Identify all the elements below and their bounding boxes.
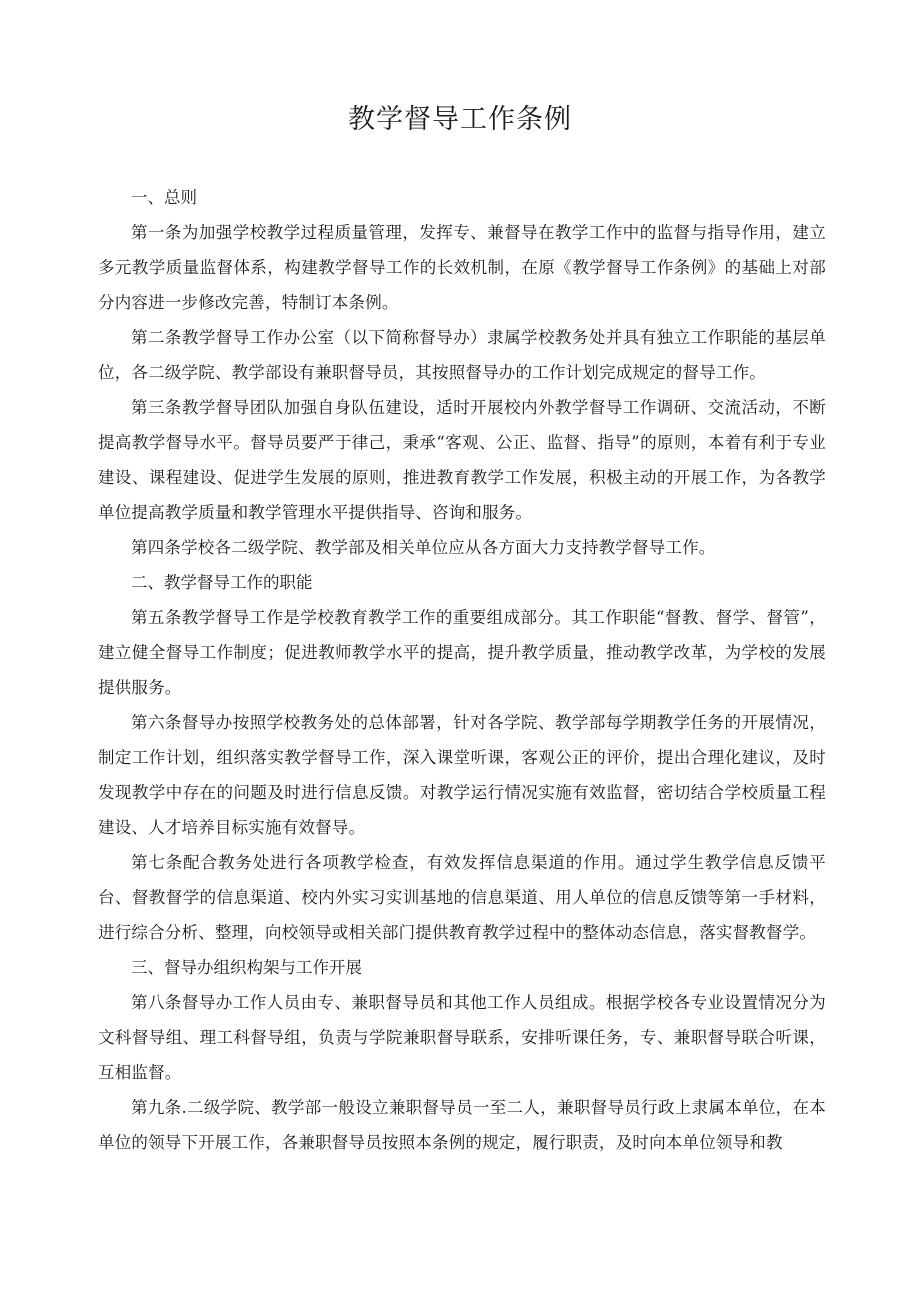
document-body <box>98 180 826 1160</box>
article-9: 第九条.二级学院、教学部一般设立兼职督导员一至二人，兼职督导员行政上隶属本单位，在本单位的领导下开展工作，各兼职督导员按照本条例的规定，履行职责，及时向本单位领导和教 <box>98 1098 826 1152</box>
section-heading-functions: 二、教学督导工作的职能 <box>131 573 313 592</box>
article-8: 第八条督导办工作人员由专、兼职督导员和其他工作人员组成。根据学校各专业设置情况分为文科督导组、理工科督导组，负责与学院兼职督导联系，安排听课任务，专、兼职督导联合听课，互相监督。 <box>98 993 826 1082</box>
article-3: 第三条教学督导团队加强自身队伍建设，适时开展校内外教学督导工作调研、交流活动，不断提高教学督导水平。督导员要严于律己，秉承“客观、公正、监督、指导”的原则，本着有利于专业建设、课程建设、促进学生发展的原则，推进教育教学工作发展，积极主动的开展工作，为各教学单位提高教学质量和教学管理水平提供指导、咨询和服务。 <box>98 398 826 522</box>
article-7: 第七条配合教务处进行各项教学检查，有效发挥信息渠道的作用。通过学生教学信息反馈平台、督教督学的信息渠道、校内外实习实训基地的信息渠道、用人单位的信息反馈等第一手材料，进行综合分析、整理，向校领导或相关部门提供教育教学过程中的整体动态信息，落实督教督学。 <box>98 853 826 942</box>
article-2: 第二条教学督导工作办公室（以下简称督导办）隶属学校教务处并具有独立工作职能的基层单位，各二级学院、教学部设有兼职督导员，其按照督导办的工作计划完成规定的督导工作。 <box>98 328 826 382</box>
article-4: 第四条学校各二级学院、教学部及相关单位应从各方面大力支持教学督导工作。 <box>131 538 716 557</box>
article-6: 第六条督导办按照学校教务处的总体部署，针对各学院、教学部每学期教学任务的开展情况，制定工作计划，组织落实教学督导工作，深入课堂听课，客观公正的评价，提出合理化建议，及时发现教学中存在的问题及时进行信息反馈。对教学运行情况实施有效监督，密切结合学校质量工程建设、人才培养目标实施有效督导。 <box>98 713 826 837</box>
document-title: 教学督导工作条例 <box>348 104 572 135</box>
section-heading-organization: 三、督导办组织构架与工作开展 <box>131 958 362 977</box>
article-5: 第五条教学督导工作是学校教育教学工作的重要组成部分。其工作职能“督教、督学、督管”，建立健全督导工作制度；促进教师教学水平的提高，提升教学质量，推动教学改革，为学校的发展提供服务。 <box>98 608 826 697</box>
article-1: 第一条为加强学校教学过程质量管理，发挥专、兼督导在教学工作中的监督与指导作用，建立多元教学质量监督体系，构建教学督导工作的长效机制，在原《教学督导工作条例》的基础上对部分内容进一步修改完善，特制订本条例。 <box>98 223 826 312</box>
section-heading-general: 一、总则 <box>131 188 197 207</box>
